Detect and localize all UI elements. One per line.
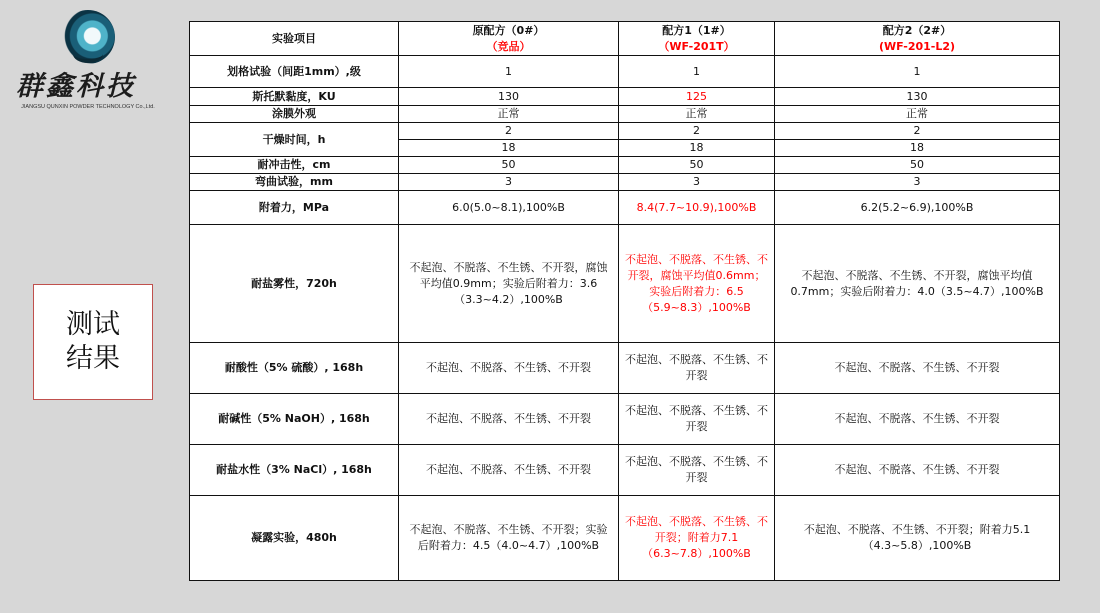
cell-formula2: 50 bbox=[775, 157, 1060, 174]
row-label: 干燥时间，h bbox=[190, 123, 399, 157]
cell-formula1: 1 bbox=[619, 56, 775, 88]
table-row bbox=[190, 343, 1060, 394]
cell-original: 不起泡、不脱落、不生锈、不开裂，腐蚀平均值0.9mm；实验后附着力：3.6（3.3~4.2）,100%B bbox=[399, 225, 619, 343]
cell-formula2: 6.2(5.2~6.9),100%B bbox=[775, 191, 1060, 225]
cell-formula1: 2 bbox=[619, 123, 775, 140]
row-label: 耐酸性（5% 硫酸）, 168h bbox=[190, 343, 399, 394]
header-col2 bbox=[619, 22, 775, 56]
table-row bbox=[190, 88, 1060, 106]
cell-formula1: 不起泡、不脱落、不生锈、不开裂，腐蚀平均值0.6mm；实验后附着力：6.5（5.9~8.3）,100%B bbox=[619, 225, 775, 343]
row-label: 凝露实验，480h bbox=[190, 496, 399, 581]
cell-formula2: 不起泡、不脱落、不生锈、不开裂 bbox=[775, 445, 1060, 496]
row-label: 划格试验（间距1mm）,级 bbox=[190, 56, 399, 88]
cell-formula1: 不起泡、不脱落、不生锈、不开裂 bbox=[619, 394, 775, 445]
row-label: 附着力，MPa bbox=[190, 191, 399, 225]
cell-formula1: 50 bbox=[619, 157, 775, 174]
cell-formula2: 1 bbox=[775, 56, 1060, 88]
cell-formula2: 不起泡、不脱落、不生锈、不开裂；附着力5.1（4.3~5.8）,100%B bbox=[775, 496, 1060, 581]
cell-original: 不起泡、不脱落、不生锈、不开裂 bbox=[399, 445, 619, 496]
cell-formula2: 不起泡、不脱落、不生锈、不开裂 bbox=[775, 343, 1060, 394]
header-col3 bbox=[775, 22, 1060, 56]
table-row bbox=[190, 496, 1060, 581]
row-label: 耐碱性（5% NaOH）, 168h bbox=[190, 394, 399, 445]
cell-formula2: 不起泡、不脱落、不生锈、不开裂 bbox=[775, 394, 1060, 445]
table-row bbox=[190, 123, 1060, 140]
cell-original: 3 bbox=[399, 174, 619, 191]
cell-formula2: 不起泡、不脱落、不生锈、不开裂，腐蚀平均值0.7mm；实验后附着力：4.0（3.5~4.7）,100%B bbox=[775, 225, 1060, 343]
header-col1-name: 原配方（0#） bbox=[472, 23, 545, 37]
cell-original: 130 bbox=[399, 88, 619, 106]
header-col2-name: 配方1（1#） bbox=[662, 23, 731, 37]
header-col2-sub: （WF-201T） bbox=[658, 39, 735, 53]
row-label: 耐冲击性，cm bbox=[190, 157, 399, 174]
cell-original: 不起泡、不脱落、不生锈、不开裂；实验后附着力：4.5（4.0~4.7）,100%B bbox=[399, 496, 619, 581]
results-table bbox=[189, 21, 1060, 581]
row-label: 耐盐水性（3% NaCl）, 168h bbox=[190, 445, 399, 496]
cell-formula1: 正常 bbox=[619, 106, 775, 123]
cell-formula2: 130 bbox=[775, 88, 1060, 106]
header-col1 bbox=[399, 22, 619, 56]
row-label: 斯托默黏度，KU bbox=[190, 88, 399, 106]
table-row bbox=[190, 394, 1060, 445]
cell-original: 不起泡、不脱落、不生锈、不开裂 bbox=[399, 343, 619, 394]
logo-chinese-name: 群鑫科技 bbox=[16, 71, 136, 102]
cell-formula1: 8.4(7.7~10.9),100%B bbox=[619, 191, 775, 225]
header-col3-sub: (WF-201-L2) bbox=[878, 39, 956, 53]
row-label: 弯曲试验，mm bbox=[190, 174, 399, 191]
table-header-row bbox=[190, 22, 1060, 56]
globe-logo-icon bbox=[61, 10, 115, 64]
cell-original: 2 bbox=[399, 123, 619, 140]
cell-formula1: 不起泡、不脱落、不生锈、不开裂 bbox=[619, 445, 775, 496]
cell-formula1: 125 bbox=[619, 88, 775, 106]
row-label: 耐盐雾性，720h bbox=[190, 225, 399, 343]
company-logo bbox=[8, 8, 168, 108]
cell-original: 不起泡、不脱落、不生锈、不开裂 bbox=[399, 394, 619, 445]
cell-formula1: 不起泡、不脱落、不生锈、不开裂 bbox=[619, 343, 775, 394]
cell-original: 50 bbox=[399, 157, 619, 174]
header-item: 实验项目 bbox=[190, 22, 399, 56]
table-row bbox=[190, 56, 1060, 88]
cell-original: 18 bbox=[399, 140, 619, 157]
cell-formula2: 正常 bbox=[775, 106, 1060, 123]
logo-english-name: JIANGSU QUNXIN POWDER TECHNOLOGY Co.,Ltd. bbox=[21, 104, 155, 110]
table-row bbox=[190, 191, 1060, 225]
test-results-label: 测试结果 bbox=[33, 284, 153, 400]
header-col3-name: 配方2（2#） bbox=[882, 23, 952, 37]
cell-formula2: 18 bbox=[775, 140, 1060, 157]
table-row bbox=[190, 445, 1060, 496]
cell-original: 正常 bbox=[399, 106, 619, 123]
cell-original: 1 bbox=[399, 56, 619, 88]
cell-formula2: 3 bbox=[775, 174, 1060, 191]
cell-formula1: 18 bbox=[619, 140, 775, 157]
table-row bbox=[190, 174, 1060, 191]
table-row bbox=[190, 225, 1060, 343]
cell-formula2: 2 bbox=[775, 123, 1060, 140]
cell-formula1: 不起泡、不脱落、不生锈、不开裂；附着力7.1（6.3~7.8）,100%B bbox=[619, 496, 775, 581]
cell-original: 6.0(5.0~8.1),100%B bbox=[399, 191, 619, 225]
table-row bbox=[190, 157, 1060, 174]
row-label: 涂膜外观 bbox=[190, 106, 399, 123]
table-row bbox=[190, 106, 1060, 123]
cell-formula1: 3 bbox=[619, 174, 775, 191]
header-col1-sub: （竞品） bbox=[486, 39, 531, 53]
